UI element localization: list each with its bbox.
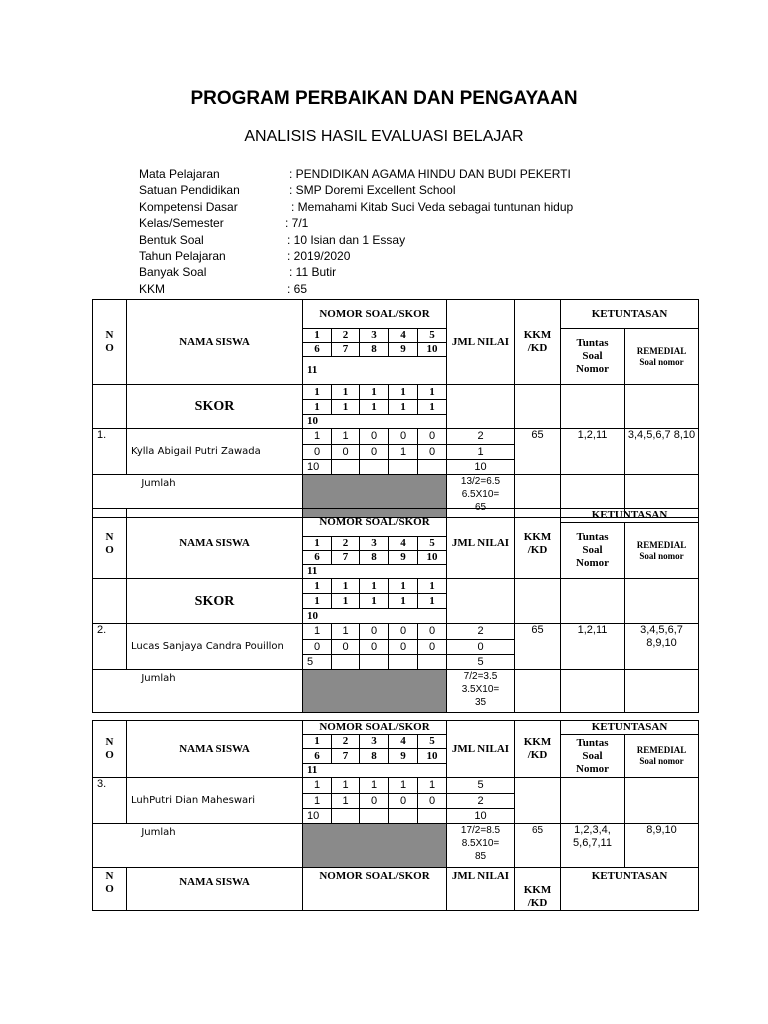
empty-cell [625, 670, 699, 713]
empty-cell [418, 460, 447, 475]
question-number: 11 [303, 357, 447, 385]
empty-cell [418, 655, 447, 670]
empty-cell [625, 579, 699, 624]
question-number: 8 [360, 343, 389, 357]
empty-cell [515, 670, 561, 713]
empty-cell [332, 460, 360, 475]
soal-nomor-label: Soal nomor [639, 756, 684, 766]
question-number: 4 [389, 735, 418, 749]
skor-value: 1 [360, 579, 389, 594]
empty-cell [625, 778, 699, 824]
question-number: 4 [389, 537, 418, 551]
empty-cell [360, 460, 389, 475]
remedial-label: REMEDIAL [636, 745, 687, 755]
info-label: Bentuk Soal [139, 232, 204, 247]
answer-score: 1 [303, 778, 332, 794]
empty-cell [515, 579, 561, 624]
remedial-value: 3,4,5,6,7 8,9,10 [625, 624, 699, 670]
question-number: 2 [332, 735, 360, 749]
tuntas-value: 1,2,11 [561, 429, 625, 475]
question-number: 10 [418, 749, 447, 764]
empty-cell [447, 385, 515, 429]
question-number: 9 [389, 551, 418, 565]
ketuntasan-header: KETUNTASAN [561, 300, 699, 329]
empty-cell [515, 778, 561, 824]
skor-value: 1 [360, 385, 389, 400]
skor-value: 1 [389, 385, 418, 400]
empty-cell [561, 778, 625, 824]
kkm-header: KKM /KD [515, 721, 561, 778]
info-value: : PENDIDIKAN AGAMA HINDU DAN BUDI PEKERTI [289, 167, 571, 181]
answer-score: 1 [303, 794, 332, 809]
answer-score: 0 [418, 429, 447, 445]
student-name: LuhPutri Dian Maheswari [127, 778, 303, 824]
skor-value: 1 [360, 594, 389, 609]
calc-line: 35 [474, 697, 487, 708]
question-number: 11 [303, 764, 447, 778]
skor-value: 1 [418, 579, 447, 594]
empty-cell [389, 809, 418, 824]
student-no: 2. [93, 624, 127, 670]
calc-line: 65 [474, 502, 487, 513]
answer-score: 0 [389, 640, 418, 655]
answer-score: 0 [360, 624, 389, 640]
answer-score: 1 [332, 778, 360, 794]
answer-score: 0 [389, 429, 418, 445]
jml-nilai-value: 2 [447, 429, 515, 445]
jml-nilai-value: 10 [447, 460, 515, 475]
info-value: : SMP Doremi Excellent School [289, 183, 456, 198]
empty-cell [332, 655, 360, 670]
question-number: 7 [332, 343, 360, 357]
question-number: 10 [418, 551, 447, 565]
calc-line: 6.5X10= [461, 489, 500, 500]
skor-value: 1 [389, 579, 418, 594]
empty-cell [93, 579, 127, 624]
question-number: 5 [418, 329, 447, 343]
shaded-cell [303, 670, 447, 713]
no-header: N O [93, 868, 127, 911]
empty-cell [389, 655, 418, 670]
analysis-table-2 [92, 508, 699, 713]
empty-cell [447, 579, 515, 624]
answer-score: 0 [418, 445, 447, 460]
info-label: Banyak Soal [139, 265, 207, 280]
page-subtitle: ANALISIS HASIL EVALUASI BELAJAR [244, 128, 524, 145]
jml-nilai-header: JML NILAI [447, 868, 515, 911]
skor-value: 1 [418, 400, 447, 415]
answer-score: 1 [332, 794, 360, 809]
answer-score: 1 [303, 429, 332, 445]
jml-nilai-header: JML NILAI [447, 300, 515, 385]
remedial-header [625, 329, 699, 385]
skor-value: 10 [303, 415, 447, 429]
answer-score: 1 [303, 624, 332, 640]
jml-nilai-header: JML NILAI [447, 509, 515, 579]
skor-value: 1 [303, 594, 332, 609]
empty-cell [93, 385, 127, 429]
question-number: 6 [303, 551, 332, 565]
remedial-label: REMEDIAL [636, 345, 687, 356]
empty-cell [561, 385, 625, 429]
jumlah-label [93, 670, 303, 713]
jml-nilai-value: 2 [447, 794, 515, 809]
soal-nomor-label: Soal nomor [639, 356, 684, 367]
empty-cell [360, 809, 389, 824]
remedial-header [625, 735, 699, 778]
nomor-soal-header: NOMOR SOAL/SKOR [303, 509, 447, 537]
info-label: KKM [139, 281, 166, 296]
empty-cell [389, 460, 418, 475]
remedial-header [625, 523, 699, 579]
question-number: 9 [389, 343, 418, 357]
jumlah-text: Jumlah [141, 827, 176, 838]
empty-cell [515, 385, 561, 429]
page-title: PROGRAM PERBAIKAN DAN PENGAYAAN [190, 88, 578, 109]
question-number: 1 [303, 329, 332, 343]
info-value: : Memahami Kitab Suci Veda sebagai tuntunan hidup [291, 199, 574, 214]
answer-score: 10 [303, 809, 332, 824]
answer-score: 0 [418, 624, 447, 640]
info-value: : 65 [287, 281, 308, 296]
question-number: 8 [360, 551, 389, 565]
question-number: 1 [303, 735, 332, 749]
skor-label: SKOR [127, 385, 303, 429]
info-label: Tahun Pelajaran [139, 248, 226, 263]
ketuntasan-header: KETUNTASAN [561, 509, 699, 523]
answer-score: 0 [303, 640, 332, 655]
jumlah-text: Jumlah [141, 478, 176, 489]
info-value: : 2019/2020 [287, 248, 351, 263]
kkm-header: KKM /KD [515, 868, 561, 911]
empty-cell [625, 385, 699, 429]
remedial-label: REMEDIAL [636, 539, 687, 550]
answer-score: 0 [418, 640, 447, 655]
calc-line: 17/2=8.5 [460, 825, 501, 836]
jml-nilai-value: 10 [447, 809, 515, 824]
answer-score: 1 [418, 778, 447, 794]
student-no: 1. [93, 429, 127, 475]
answer-score: 1 [389, 778, 418, 794]
skor-value: 1 [418, 594, 447, 609]
calc-line: 8.5X10= [461, 838, 500, 849]
question-number: 7 [332, 551, 360, 565]
question-number: 2 [332, 329, 360, 343]
analysis-table-3 [92, 720, 699, 911]
answer-score: 0 [360, 445, 389, 460]
tuntas-value: 1,2,11 [561, 624, 625, 670]
jml-nilai-value: 5 [447, 655, 515, 670]
jml-nilai-header: JML NILAI [447, 721, 515, 778]
answer-score: 1 [332, 429, 360, 445]
skor-label: SKOR [127, 579, 303, 624]
jumlah-calc [447, 824, 515, 868]
tuntas-header: Tuntas Soal Nomor [561, 523, 625, 579]
jumlah-text: Jumlah [141, 673, 176, 684]
info-label: Mata Pelajaran [139, 167, 220, 181]
info-label: Satuan Pendidikan [139, 183, 240, 198]
skor-value: 10 [303, 609, 447, 624]
answer-score: 0 [360, 640, 389, 655]
kkm-value: 65 [515, 429, 561, 475]
nama-siswa-header: NAMA SISWA [127, 868, 303, 911]
kkm-value: 65 [515, 824, 561, 868]
answer-score: 0 [332, 640, 360, 655]
info-label: Kelas/Semester [139, 216, 224, 231]
answer-score: 1 [332, 624, 360, 640]
nama-siswa-header: NAMA SISWA [127, 300, 303, 385]
answer-score: 0 [389, 794, 418, 809]
tuntas-value: 1,2,3,4, 5,6,7,11 [561, 824, 625, 868]
shaded-cell [303, 824, 447, 868]
skor-value: 1 [360, 400, 389, 415]
student-no: 3. [93, 778, 127, 824]
question-number: 8 [360, 749, 389, 764]
question-number: 10 [418, 343, 447, 357]
question-number: 9 [389, 749, 418, 764]
kkm-header: KKM /KD [515, 300, 561, 385]
answer-score: 0 [389, 624, 418, 640]
empty-cell [418, 809, 447, 824]
answer-score: 0 [418, 794, 447, 809]
skor-value: 1 [389, 594, 418, 609]
question-number: 6 [303, 343, 332, 357]
question-number: 2 [332, 537, 360, 551]
info-value: : 10 Isian dan 1 Essay [287, 232, 406, 247]
soal-nomor-label: Soal nomor [639, 550, 684, 561]
answer-score: 1 [389, 445, 418, 460]
no-header: N O [93, 300, 127, 385]
answer-score: 10 [303, 460, 332, 475]
nomor-soal-header: NOMOR SOAL/SKOR [303, 300, 447, 329]
ketuntasan-header: KETUNTASAN [561, 721, 699, 735]
calc-line: 13/2=6.5 [460, 476, 501, 487]
empty-cell [360, 655, 389, 670]
question-number: 7 [332, 749, 360, 764]
jml-nilai-value: 0 [447, 640, 515, 655]
jml-nilai-value: 1 [447, 445, 515, 460]
answer-score: 0 [360, 429, 389, 445]
skor-value: 1 [389, 400, 418, 415]
skor-value: 1 [332, 400, 360, 415]
info-value: : 7/1 [285, 216, 309, 231]
question-number: 1 [303, 537, 332, 551]
answer-score: 0 [360, 794, 389, 809]
no-header: N O [93, 721, 127, 778]
question-number: 3 [360, 329, 389, 343]
jumlah-label [93, 824, 303, 868]
nomor-soal-header: NOMOR SOAL/SKOR [303, 868, 447, 911]
student-name: Lucas Sanjaya Candra Pouillon [127, 624, 303, 670]
no-header: N O [93, 509, 127, 579]
calc-line: 85 [474, 851, 487, 862]
answer-score: 0 [303, 445, 332, 460]
jml-nilai-value: 5 [447, 778, 515, 794]
empty-cell [561, 579, 625, 624]
nama-siswa-header: NAMA SISWA [127, 721, 303, 778]
tuntas-header: Tuntas Soal Nomor [561, 735, 625, 778]
skor-value: 1 [332, 594, 360, 609]
skor-value: 1 [303, 579, 332, 594]
question-number: 5 [418, 537, 447, 551]
question-number: 5 [418, 735, 447, 749]
skor-value: 1 [332, 579, 360, 594]
question-number: 3 [360, 735, 389, 749]
question-number: 6 [303, 749, 332, 764]
info-value: : 11 Butir [289, 265, 337, 280]
question-number: 11 [303, 565, 447, 579]
empty-cell [332, 809, 360, 824]
kkm-header: KKM /KD [515, 509, 561, 579]
jml-nilai-value: 2 [447, 624, 515, 640]
question-number: 4 [389, 329, 418, 343]
answer-score: 5 [303, 655, 332, 670]
skor-value: 1 [332, 385, 360, 400]
skor-value: 1 [418, 385, 447, 400]
student-name: Kylla Abigail Putri Zawada [127, 429, 303, 475]
jumlah-calc [447, 670, 515, 713]
question-number: 3 [360, 537, 389, 551]
tuntas-header: Tuntas Soal Nomor [561, 329, 625, 385]
nama-siswa-header: NAMA SISWA [127, 509, 303, 579]
calc-line: 3.5X10= [461, 684, 500, 695]
kkm-value: 65 [515, 624, 561, 670]
skor-value: 1 [303, 385, 332, 400]
empty-cell [561, 670, 625, 713]
answer-score: 0 [332, 445, 360, 460]
answer-score: 1 [360, 778, 389, 794]
remedial-value: 3,4,5,6,7 8,10 [625, 429, 699, 475]
ketuntasan-header: KETUNTASAN [561, 868, 699, 911]
remedial-value: 8,9,10 [625, 824, 699, 868]
analysis-table-1 [92, 299, 699, 518]
nomor-soal-header: NOMOR SOAL/SKOR [303, 721, 447, 735]
skor-value: 1 [303, 400, 332, 415]
calc-line: 7/2=3.5 [463, 671, 498, 682]
info-label: Kompetensi Dasar [139, 199, 238, 214]
